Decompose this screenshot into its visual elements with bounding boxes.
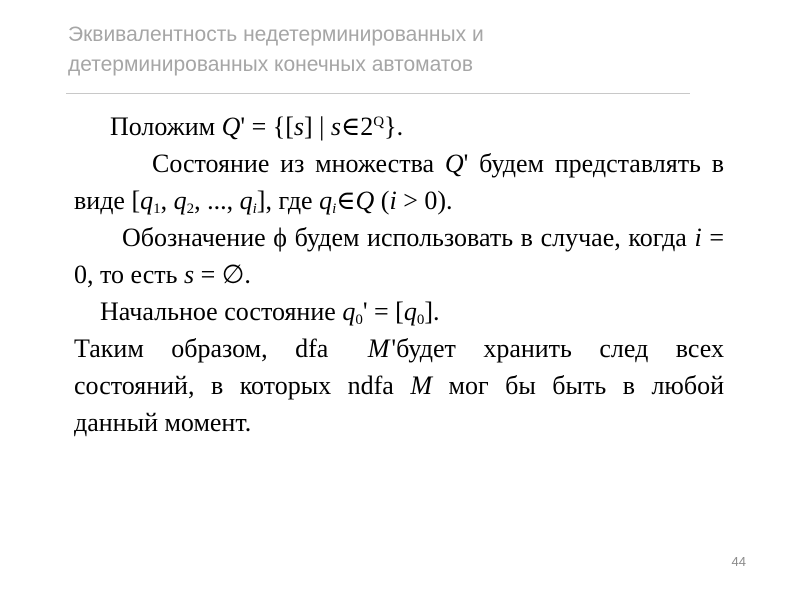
math-var: Q <box>221 112 241 141</box>
paragraph-initial-state <box>74 293 724 330</box>
text-run: = ∅. <box>194 260 251 289</box>
text-run: ( <box>374 186 390 215</box>
math-var: M <box>367 334 390 363</box>
math-subscript: 0 <box>416 312 425 328</box>
math-var: s <box>293 112 304 141</box>
text-run: Начальное состояние <box>100 297 343 326</box>
paragraph-empty-state <box>74 219 724 293</box>
text-run: мог бы быть в любой данный момент. <box>74 371 724 437</box>
math-prime: ' <box>240 112 246 141</box>
math-var: q <box>319 186 333 215</box>
slide-title <box>68 20 708 80</box>
paragraph-state-representation <box>74 145 724 219</box>
math-superscript: Q <box>373 114 385 130</box>
math-subscript: 1 <box>153 201 161 217</box>
text-run: ∈2 <box>341 112 374 141</box>
math-var: q <box>173 186 187 215</box>
text-run: , ..., <box>194 186 240 215</box>
text-run: > 0). <box>396 186 453 215</box>
math-var: s <box>183 260 195 289</box>
math-var: q <box>342 297 356 326</box>
slide-body <box>74 108 724 441</box>
title-divider <box>66 93 690 94</box>
title-line-2: детерминированных конечных автоматов <box>68 53 474 76</box>
text-run: Положим <box>110 112 222 141</box>
paragraph-conclusion <box>74 330 724 441</box>
text-run: Таким образом, dfa <box>74 334 356 363</box>
page-number: 44 <box>731 554 746 569</box>
text-run: ' будем представлять в виде [ <box>74 149 724 215</box>
math-subscript: i <box>332 201 337 217</box>
title-line-1: Эквивалентность недетерминированных и <box>68 23 484 46</box>
text-run: ] | <box>304 112 331 141</box>
text-run: Состояние из множества <box>152 149 445 178</box>
math-var: q <box>403 297 417 326</box>
text-run: ' = [ <box>362 297 404 326</box>
text-run: = {[ <box>245 112 294 141</box>
math-var: M <box>410 371 433 400</box>
text-run: ∈ <box>336 186 356 215</box>
math-var: s <box>330 112 341 141</box>
math-var: i <box>694 223 702 252</box>
math-prime: ' <box>391 334 397 363</box>
math-subscript: 0 <box>355 312 363 328</box>
math-subscript: i <box>252 201 257 217</box>
paragraph-definition <box>74 108 724 145</box>
text-run: = 0, то есть <box>74 223 724 289</box>
math-var: q <box>140 186 154 215</box>
text-run: Обозначение ϕ будем использовать в случае, когда <box>122 223 695 252</box>
math-var: q <box>239 186 253 215</box>
math-subscript: 2 <box>186 201 195 217</box>
text-run: , <box>160 186 174 215</box>
math-var: Q <box>444 149 464 178</box>
math-var: i <box>389 186 397 215</box>
text-run: }. <box>384 112 404 141</box>
math-var: Q <box>355 186 375 215</box>
text-run: будет хранить след всех состояний, в которых ndfa <box>74 334 724 400</box>
text-run: ]. <box>424 297 440 326</box>
text-run: ], где <box>256 186 320 215</box>
